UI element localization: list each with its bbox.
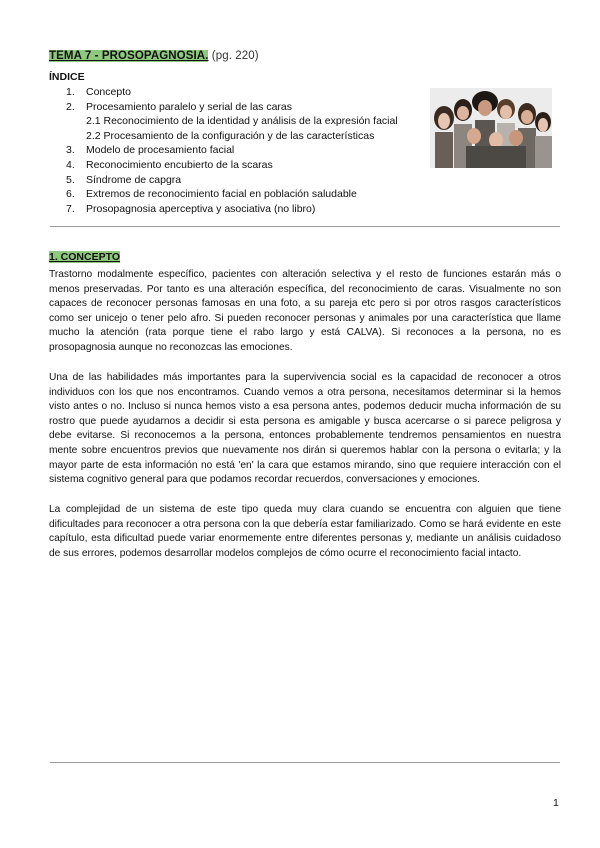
toc-item: 5. Síndrome de capgra [66, 173, 182, 186]
page-number: 1 [553, 797, 559, 809]
toc-subitem: 2.2 Procesamiento de la configuración y de las características [86, 129, 375, 142]
toc-item: 1. Concepto [66, 86, 131, 98]
toc-item: 7. Prosopagnosia aperceptiva y asociativa (no libro) [66, 202, 316, 215]
paragraph-1: Trastorno modalmente específico, pacientes con alteración selectiva y el resto de funciones estarán más o menos preservadas. Por tanto es una alteración específica, del reconocimiento de caras. Visualmente no son capaces de reconocer personas famosas en una foto, a su pareja etc pero si por otros rasgos característicos como ser unicejo o tener pelo afro. Si pueden reconocer personas y animales por una característica que llame mucho la atención (rata porque tiene el rabo largo y está CALVA). Si reconoces a la persona, no es prosopagnosia aunque no reconozcas las emociones. [49, 269, 561, 353]
toc-item: 4. Reconocimiento encubierto de la scaras [66, 158, 273, 171]
section-heading: 1. CONCEPTO [49, 251, 120, 263]
toc-subitem: 2.1 Reconocimiento de la identidad y análisis de la expresión facial [86, 115, 398, 128]
document-title [49, 50, 259, 62]
table-of-contents [66, 85, 398, 216]
horizontal-rule [50, 226, 560, 227]
blurred-faces-group-photo [430, 88, 552, 168]
footer-rule [50, 762, 560, 763]
title-text: TEMA 7 - PROSOPAGNOSIA. [49, 50, 209, 62]
page-reference: (pg. 220) [211, 50, 259, 62]
index-heading: ÍNDICE [49, 71, 85, 83]
toc-item: 2. Procesamiento paralelo y serial de las caras [66, 100, 293, 113]
toc-item: 3. Modelo de procesamiento facial [66, 144, 235, 157]
paragraph-2: Una de las habilidades más importantes para la supervivencia social es la capacidad de reconocer a otros individuos con los que nos encontramos. Cuando vemos a otra persona, necesitamos determinar si la hemos visto antes o no. Incluso si nunca hemos visto a esa persona antes, podemos deducir mucha información de su rostro que puede ayudarnos a decidir si esta persona es amigable y busca acercarse o si parece peligrosa y debe evitarse. Si reconocemos a la persona, entonces probablemente tendremos pensamientos en nuestra mente sobre encuentros previos que nuevamente nos dirán si queremos hablar con la persona o evitarla; y la mayor parte de esta información no está 'en' la cara que estamos mirando, sino que requiere interacción con el sistema cognitivo general para que podamos recordar recuerdos, conversaciones y emociones. [49, 372, 561, 486]
paragraph-3: La complejidad de un sistema de este tipo queda muy clara cuando se encuentra con alguien que tiene dificultades para reconocer a otra persona con la que debería estar familiarizado. Como se hará evidente en este capítulo, esta dificultad puede variar enormemente entre diferentes personas y, mediante un análisis cuidadoso de sus errores, podemos desarrollar modelos complejos de cómo ocurre el reconocimiento facial intacto. [49, 504, 561, 559]
toc-item: 6. Extremos de reconocimiento facial en población saludable [66, 188, 357, 201]
